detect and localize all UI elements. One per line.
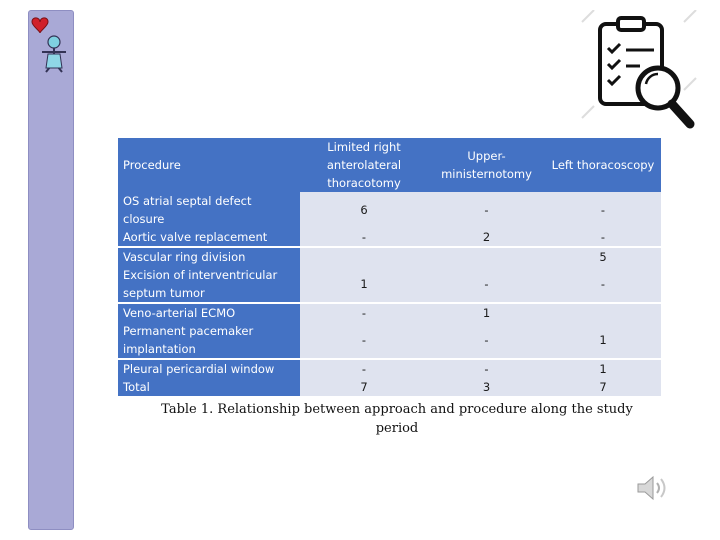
- limited-right-cell: -: [300, 303, 428, 322]
- limited-right-cell: 6: [300, 192, 428, 228]
- limited-right-cell: 7: [300, 378, 428, 396]
- upper-mini-cell: 2: [428, 228, 545, 247]
- upper-mini-cell: [428, 247, 545, 266]
- limited-right-cell: -: [300, 322, 428, 359]
- table-row: [118, 303, 661, 322]
- speaker-icon[interactable]: [636, 474, 670, 502]
- procedure-cell: Permanent pacemaker implantation: [118, 322, 300, 359]
- table-row: [118, 247, 661, 266]
- table-row: [118, 228, 661, 247]
- limited-right-cell: 1: [300, 266, 428, 303]
- procedure-cell: Vascular ring division: [118, 247, 300, 266]
- upper-mini-cell: -: [428, 322, 545, 359]
- procedure-approach-table: [118, 138, 661, 396]
- header-procedure: Procedure: [118, 138, 300, 192]
- table-header-row: [118, 138, 661, 192]
- limited-right-cell: -: [300, 228, 428, 247]
- left-sidebar-bar: [28, 10, 74, 530]
- header-upper-ministernotomy: Upper-ministernotomy: [428, 138, 545, 192]
- left-thoraco-cell: -: [545, 192, 661, 228]
- upper-mini-cell: -: [428, 192, 545, 228]
- table-caption: Table 1. Relationship between approach and procedure along the study period: [161, 402, 633, 436]
- procedure-cell: Aortic valve replacement: [118, 228, 300, 247]
- left-thoraco-cell: 7: [545, 378, 661, 396]
- left-thoraco-cell: 1: [545, 359, 661, 378]
- table-row: [118, 192, 661, 228]
- upper-mini-cell: -: [428, 359, 545, 378]
- left-thoraco-cell: -: [545, 228, 661, 247]
- upper-mini-cell: 3: [428, 378, 545, 396]
- table-row: [118, 266, 661, 303]
- procedure-cell: Excision of interventricular septum tumor: [118, 266, 300, 303]
- limited-right-cell: -: [300, 359, 428, 378]
- upper-mini-cell: 1: [428, 303, 545, 322]
- procedure-cell: Pleural pericardial window: [118, 359, 300, 378]
- procedure-cell: Veno-arterial ECMO: [118, 303, 300, 322]
- left-thoraco-cell: -: [545, 266, 661, 303]
- table-row: [118, 359, 661, 378]
- left-thoraco-cell: 5: [545, 247, 661, 266]
- header-left-thoracoscopy: Left thoracoscopy: [545, 138, 661, 192]
- heart-person-icon: [26, 14, 76, 76]
- limited-right-cell: [300, 247, 428, 266]
- left-thoraco-cell: 1: [545, 322, 661, 359]
- left-thoraco-cell: [545, 303, 661, 322]
- table-row: [118, 322, 661, 359]
- table-row-total: [118, 378, 661, 396]
- checklist-magnifier-icon: [580, 10, 700, 135]
- procedure-cell: Total: [118, 378, 300, 396]
- upper-mini-cell: -: [428, 266, 545, 303]
- header-limited-right-anterolateral-thoracotomy: Limited right anterolateral thoracotomy: [300, 138, 428, 192]
- procedure-cell: OS atrial septal defect closure: [118, 192, 300, 228]
